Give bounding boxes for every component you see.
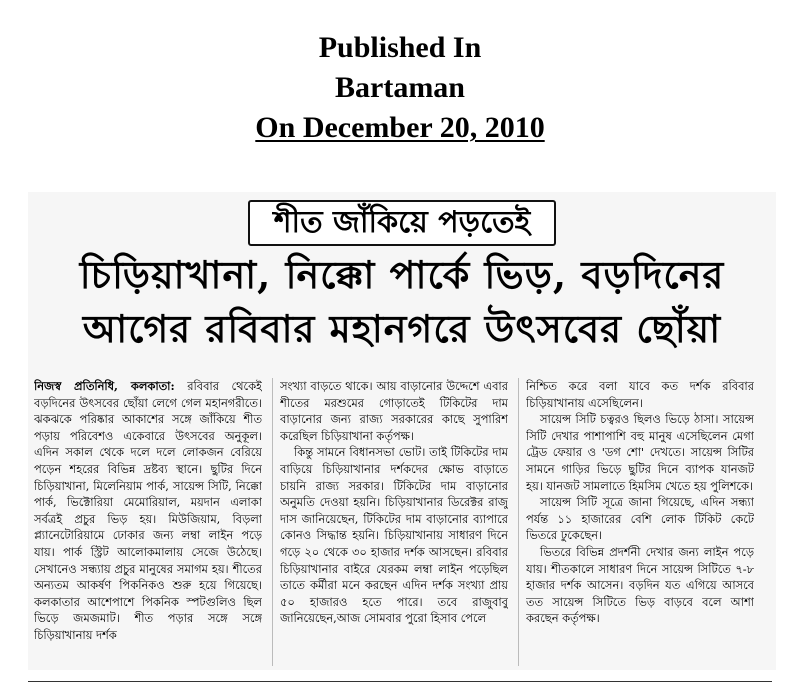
paragraph: সায়েন্স সিটি সূত্রে জানা গিয়েছে, এদিন সন্ধ্যা পর্যন্ত ১১ হাজারের বেশি লোক টিকিট কেটে ভিতরে ঢুকেছেন।	[526, 495, 754, 543]
lead-paragraph	[34, 378, 262, 644]
lead-text: রবিবার থেকেই বড়দিনের উৎসবের ছোঁয়া লেগে গেল মহানগরীতে। ঝকঝকে পরিষ্কার আকাশের সঙ্গে জাঁকিয়ে শীত পড়ায় পরিবেশও একেবারে উৎসবের অনুকূল। এদিন সকাল থেকে দলে দলে লোকজন বেরিয়ে পড়েন শহরের বিভিন্ন দ্রষ্টব্য স্থানে। ছুটির দিনে চিড়িয়াখানা, মিলেনিয়াম পার্ক, সায়েন্স সিটি, নিক্কো পার্ক, ভিক্টোরিয়া মেমোরিয়াল, ময়দান এলাকা সর্বত্রই প্রচুর ভিড় হয়। মিউজিয়াম, বিড়লা প্ল্যানেটোরিয়ামে ঢোকার জন্য লম্বা লাইন পড়ে যায়। পার্ক স্ট্রিট আলোকমালায় সেজে উঠেছে। সেখানেও সন্ধ্যায় প্রচুর মানুষের সমাগম হয়। শীতের অন্যতম আকর্ষণ পিকনিকও শুরু হয়ে গিয়েছে। কলকাতার আশেপাশে পিকনিক স্পটগুলিও ছিল ভিড়ে জমজমাট। শীত পড়ার সঙ্গে সঙ্গে চিড়িয়াখানায় দর্শক	[34, 379, 262, 642]
kicker-wrap	[28, 200, 776, 246]
byline: নিজস্ব প্রতিনিধি, কলকাতা:	[34, 379, 175, 393]
column-2	[280, 378, 508, 666]
newspaper-name: Bartaman	[335, 71, 465, 104]
paragraph: ভিতরে বিভিন্ন প্রদর্শনী দেখার জন্য লাইন পড়ে যায়। শীতকালে সাধারণ দিনে সায়েন্স সিটিতে ৭-৮ হাজার দর্শক আসেন। বড়দিন যত এগিয়ে আসবে তত সায়েন্স সিটিতে ভিড় বাড়বে বলে আশা করছেন কর্তৃপক্ষ।	[526, 544, 754, 626]
publication-date: On December 20, 2010	[255, 111, 545, 144]
column-1	[34, 378, 262, 666]
headline	[28, 248, 776, 356]
paragraph: সায়েন্স সিটি চত্বরও ছিলও ভিড়ে ঠাসা। সায়েন্স সিটি দেখার পাশাপাশি বহু মানুষ এসেছিলেন মেগা ট্রেড ফেয়ার ও 'ডগ শো' দেখতে। সায়েন্স সিটির সামনে গাড়ির ভিড়ে ছুটির দিনে ব্যাপক যানজট হয়। যানজট সামলাতে হিমসিম খেতে হয় পুলিশকে।	[526, 412, 754, 493]
column-divider	[518, 378, 519, 666]
article-body	[34, 378, 770, 666]
headline-line-1: চিড়িয়াখানা, নিক্কো পার্কে ভিড়, বড়দিনের	[79, 252, 725, 297]
column-3	[526, 378, 754, 666]
paragraph: নিশ্চিত করে বলা যাবে কত দর্শক রবিবার চিড়িয়াখানায় এসেছিলেন।	[526, 379, 754, 410]
paragraph: সংখ্যা বাড়তে থাকে। আয় বাড়ানোর উদ্দেশে এবার শীতের মরশুমের গোড়াতেই টিকিটের দাম বাড়ানোর জন্য রাজ্য সরকারের কাছে সুপারিশ করেছিল চিড়িয়াখানা কর্তৃপক্ষ।	[280, 379, 508, 443]
publication-header	[0, 28, 800, 148]
paragraph: কিন্তু সামনে বিধানসভা ভোট। তাই টিকিটের দাম বাড়িয়ে চিড়িয়াখানার দর্শকদের ক্ষোভ বাড়াতে চায়নি রাজ্য সরকার। টিকিটের দাম বাড়ানোর অনুমতি দেওয়া হয়নি। চিড়িয়াখানার ডিরেক্টর রাজু দাস জানিয়েছেন, টিকিটের দাম বাড়ানোর ব্যাপারে কোনও সিদ্ধান্ত হয়নি। চিড়িয়াখানায় সাধারণ দিনে গড়ে ২০ থেকে ৩০ হাজার দর্শক আসছেন। রবিবার চিড়িয়াখানার বাইরে যেরকম লম্বা লাইন পড়েছিল তাতে কর্মীরা মনে করছেন এদিন দর্শক সংখ্যা প্রায় ৫০ হাজারও হতে পারে। তবে রাজুবাবু জানিয়েছেন,আজ সোমবার পুরো হিসাব পেলে	[280, 445, 508, 626]
bottom-rule	[28, 681, 772, 682]
newspaper-clipping	[28, 192, 776, 670]
kicker-box: শীত জাঁকিয়ে পড়তেই	[248, 200, 557, 246]
publication-caption: Published In	[318, 31, 482, 64]
column-divider	[272, 378, 273, 666]
headline-line-2: আগের রবিবার মহানগরে উৎসবের ছোঁয়া	[82, 306, 722, 351]
